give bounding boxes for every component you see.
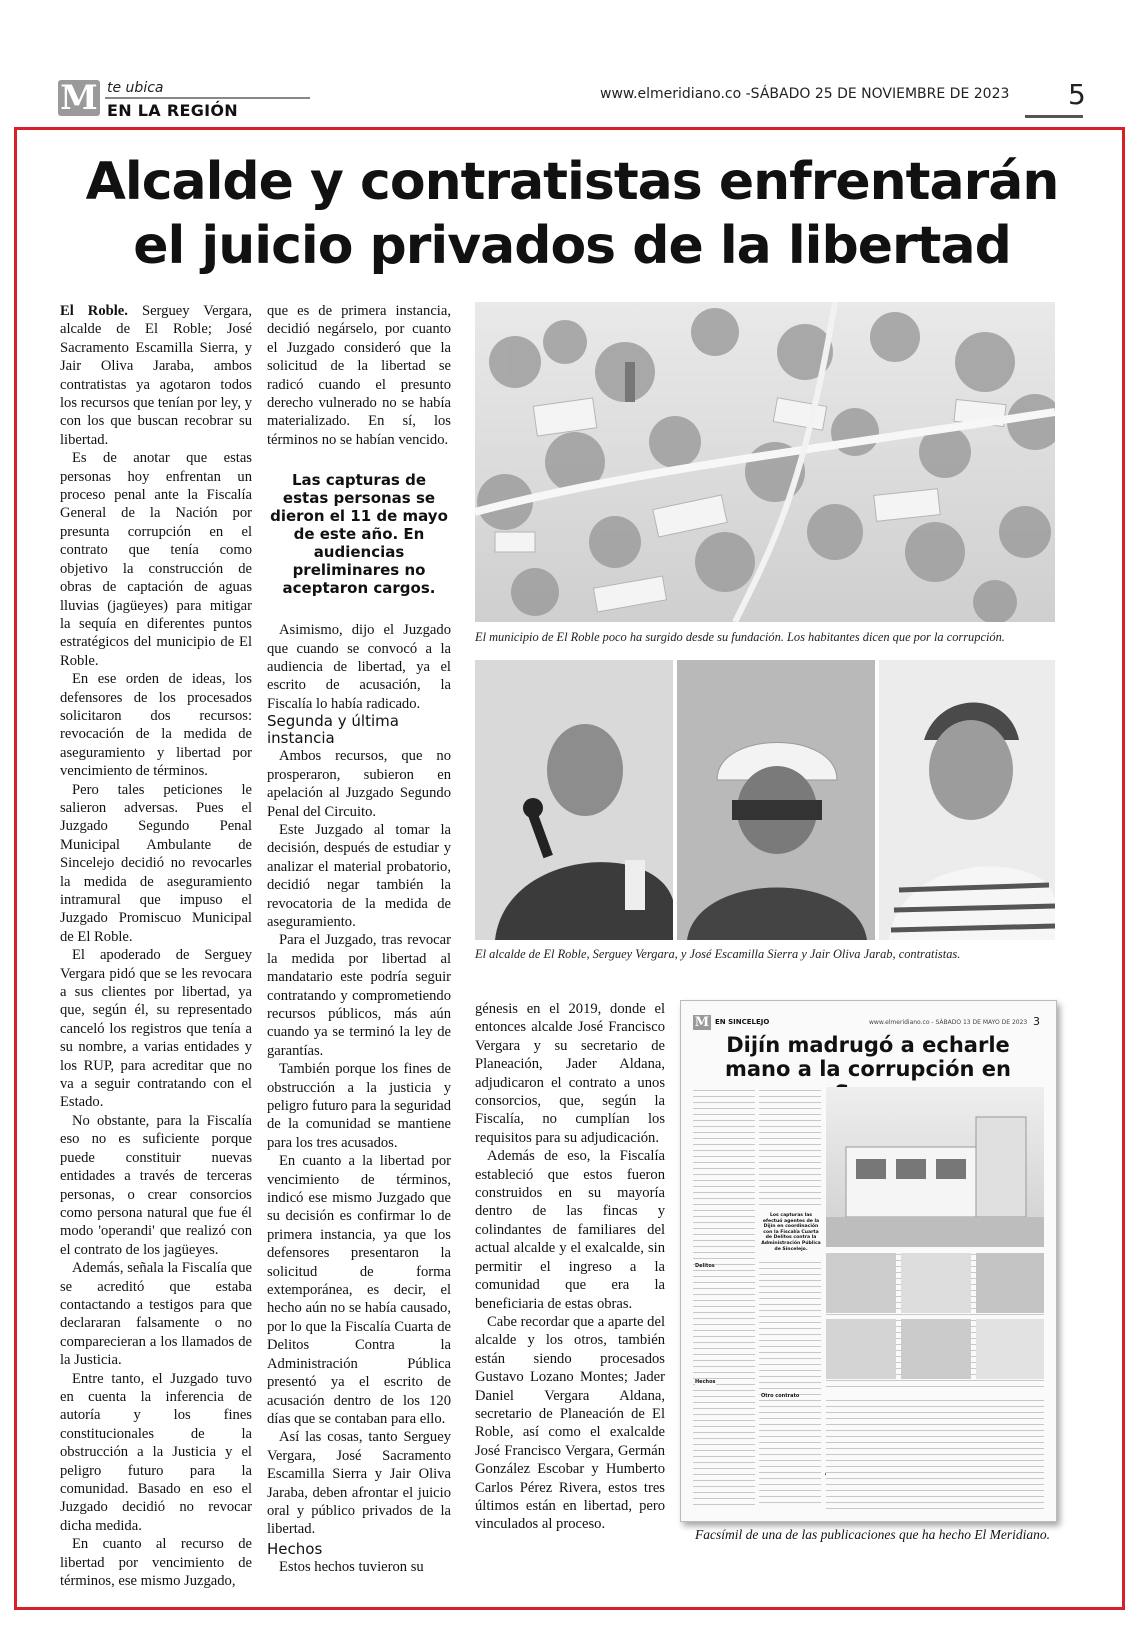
facsimile-headline: Dijín madrugó a echarle mano a la corrupción en: [724, 1033, 1011, 1081]
article-column-1: [60, 302, 252, 1590]
paragraph: Ambos recursos, que no prosperaron, subieron en apelación al Juzgado Segundo Penal del Circuito.: [267, 748, 451, 820]
facsimile-portrait: [826, 1319, 896, 1379]
paragraph: En ese orden de ideas, los defensores de los procesados solicitaron dos recursos: revocación de la medida de aseguramiento y libertad por vencimiento de términos.: [60, 671, 252, 780]
facsimile-section: EN SINCELEJO: [715, 1018, 770, 1026]
paragraph: [60, 302, 252, 449]
aerial-town-illustration: [475, 302, 1055, 622]
newspaper-logo: M: [58, 80, 100, 116]
facsimile-pull-quote: Los capturas las efectuó agentes de la Dijín en coordinación con la Fiscalía Cuarta de Delitos contra la Administración Pública de Sincelejo.: [761, 1213, 821, 1252]
paragraph: En cuanto al recurso de libertad por vencimiento de términos, ese mismo Juzgado,: [60, 1536, 252, 1590]
paragraph: Pero tales peticiones le salieron adversas. Pues el Juzgado Segundo Penal Municipal Ambulante de Sincelejo decidió no revocarles la medida de aseguramiento intramural que impuso el Juzgado Promiscuo Municipal de El Roble.: [60, 781, 252, 945]
paragraph-text: Serguey Vergara, alcalde de El Roble; José Sacramento Escamilla Sierra, y Jair Oliva Jaraba, ambos contratistas ya agotaron todos los recursos que tenían por ley, y con los que buscan recobrar su libertad.: [60, 303, 253, 448]
article-column-2: [267, 302, 451, 1576]
paragraph: También porque los fines de obstrucción a la justicia y peligro futuro para la seguridad de la comunidad se mantiene para los tres acusados.: [267, 1061, 451, 1151]
paragraph: Asimismo, dijo el Juzgado que cuando se convocó a la audiencia de libertad, ya el escrito de acusación, la Fiscalía lo había radicado.: [267, 622, 451, 712]
dateline: www.elmeridiano.co -SÁBADO 25 DE NOVIEMBRE DE 2023: [600, 86, 1010, 102]
paragraph: Además de eso, la Fiscalía estableció que estos fueron construidos en su mayoría dentro de las fincas y colindantes de familiares del actual alcalde y el exalcalde, sin permitir el ingreso a la comunidad que era la beneficiaria de estas obras.: [475, 1148, 665, 1312]
section-tagline: te ubica: [107, 80, 164, 96]
paragraph: Para el Juzgado, tras revocar la medida por libertad al mandatario este podría seguir contratando y comprometiendo recursos públicos, más aún cuando ya se terminó la ley de garantías.: [267, 932, 451, 1059]
page-number-rule: [1025, 115, 1083, 118]
paragraph: Además, señala la Fiscalía que se acreditó que estaba contactando a testigos para que declararan falsamente o no comparecieran a los llamados de la Justicia.: [60, 1260, 252, 1369]
subheading: Hechos: [267, 1539, 323, 1558]
facsimile-page-number: 3: [1033, 1015, 1040, 1028]
paragraph: En cuanto a la libertad por vencimiento de términos, indicó ese mismo Juzgado que su decisión es confirmar lo de primera instancia, ya que los defensores presentaron la solicitud de forma extemporánea, es decir, el hecho aún no se había causado, por lo que la Fiscalía Cuarta de Delitos Contra la Administración Pública presentó ya el escrito de acusación dentro de los 120 días que se contaban para ello.: [267, 1153, 451, 1427]
facsimile-portrait: [901, 1319, 971, 1379]
paragraph: Cabe recordar que a aparte del alcalde y los otros, también están siendo procesados Gustavo Lozano Montes; Jader Daniel Vergara Aldana, secretario de Planeación de El Roble, así como el exalcalde José Francisco Vergara, Germán González Escobar y Humberto Carlos Pérez Rivera, estos tres últimos están en libertad, pero vinculados al proceso.: [475, 1313, 665, 1533]
headline-line-1: Alcalde y contratistas enfrentarán: [85, 152, 1059, 212]
paragraph: génesis en el 2019, donde el entonces alcalde José Francisco Vergara y su secretario de Planeación, Jader Aldana, adjudicaron el contrato a unos consorcios, que, según la Fiscalía, no cumplían los requisitos para su adjudicación.: [475, 1001, 665, 1146]
person-silhouette-icon: [677, 660, 875, 940]
portrait-alcalde: [475, 660, 673, 940]
paragraph: Estos hechos tuvieron su: [279, 1558, 424, 1575]
subheading: Segunda y última instancia: [267, 712, 399, 748]
person-silhouette-icon: [879, 660, 1055, 940]
headline: [30, 150, 1114, 278]
facsimile-logo: M: [694, 1015, 710, 1030]
facsimile-portrait: [976, 1319, 1044, 1379]
facsimile-caption: Facsímil de una de las publicaciones que ha hecho El Meridiano.: [695, 1527, 1051, 1542]
facsimile-building-photo: [826, 1087, 1044, 1247]
portraits-caption: El alcalde de El Roble, Serguey Vergara, y José Escamilla Sierra y Jair Oliva Jarab, contratistas.: [475, 947, 961, 961]
page-number: 5: [1068, 78, 1086, 111]
section-title: EN LA REGIÓN: [107, 101, 238, 120]
paragraph: Es de anotar que estas personas hoy enfrentan un proceso penal ante la Fiscalía General de la Nación por presunta corrupción en el contrato que tenía como objetivo la construcción de obras de captación de aguas lluvias (jagüeyes) para mitigar la sequía en diferentes puntos estratégicos del municipio de El Roble.: [60, 450, 252, 669]
paragraph: que es de primera instancia, decidió negárselo, por cuanto el Juzgado consideró que la solicitud de la libertad se radicó cuando el presunto derecho vulnerado no se había materializado. En sí, los términos no se habían vencido.: [267, 303, 451, 448]
portrait-contratista-oliva: [879, 660, 1055, 940]
headline-line-2: el juicio privados de la libertad: [133, 216, 1011, 276]
facsimile-portrait: [826, 1253, 896, 1313]
paragraph: Así las cosas, tanto Serguey Vergara, José Sacramento Escamilla Sierra y Jair Oliva Jaraba, deben afrontar el juicio oral y público privados de la libertad.: [267, 1429, 451, 1538]
paragraph: No obstante, para la Fiscalía eso no es suficiente porque puede constituir nuevas entidades a través de terceras personas, o crear consorcios como persona natural que fue él modo 'operandi' que realizó con el contrato de los jagüeyes.: [60, 1112, 252, 1258]
facsimile-subhead: Otro contrato: [761, 1393, 800, 1399]
facsimile-text-column: [759, 1087, 821, 1207]
facsimile-subhead: Delitos: [695, 1263, 715, 1269]
facsimile-text-block: [826, 1397, 1044, 1509]
facsimile-portrait: [901, 1253, 971, 1313]
building-icon: [826, 1087, 1044, 1247]
paragraph: Este Juzgado al tomar la decisión, después de estudiar y analizar el material probatorio, decidió negar también la revocatoria de la medida de aseguramiento.: [267, 821, 451, 930]
article-column-3: [475, 1000, 665, 1534]
facsimile-clipping: [680, 1000, 1057, 1522]
dateline-place: El Roble.: [60, 303, 128, 319]
portrait-contratista-escamilla: [677, 660, 875, 940]
facsimile-text-column: [693, 1087, 755, 1507]
section-rule: [105, 97, 310, 99]
facsimile-dateline: www.elmeridiano.co - SÁBADO 13 DE MAYO DE 2023: [869, 1019, 1028, 1026]
pull-quote: Las capturas de estas personas se dieron el 11 de mayo de este año. En audiencias preliminares no aceptaron cargos.: [270, 471, 448, 598]
person-silhouette-icon: [475, 660, 673, 940]
facsimile-text-column: [759, 1259, 821, 1507]
aerial-photo-caption: El municipio de El Roble poco ha surgido desde su fundación. Los habitantes dicen que por la corrupción.: [475, 630, 1005, 644]
paragraph: Entre tanto, el Juzgado tuvo en cuenta la inferencia de autoría y los fines constitucionales de la obstrucción a la Justicia y el peligro futuro para la comunidad. Basado en eso el Juzgado decidió no revocar dicha medida.: [60, 1370, 252, 1534]
facsimile-portrait: [976, 1253, 1044, 1313]
facsimile-subhead: Hechos: [695, 1379, 716, 1385]
aerial-town-photo: [475, 302, 1055, 622]
paragraph: El apoderado de Serguey Vergara pidó que se les revocara a sus clientes por libertad, ya que, según él, su representado canceló los registros que tenía a su nombre, a varias entidades y los RUP, para acreditar que no va a seguir contratando con el Estado.: [60, 947, 252, 1111]
